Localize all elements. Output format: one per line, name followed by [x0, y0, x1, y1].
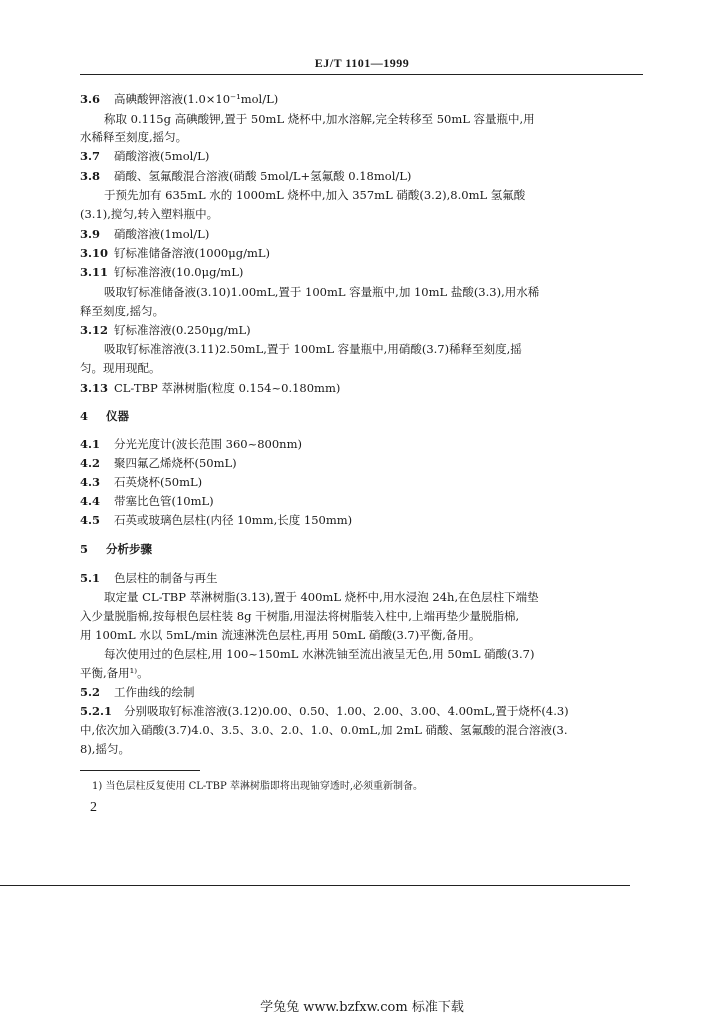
clause-4-4: 4.4 带塞比色管(10mL) [80, 494, 214, 508]
body-line: 用 100mL 水以 5mL/min 流速淋洗色层柱,再用 50mL 硝酸(3.7)平衡,备用。 [80, 628, 481, 642]
standard-code-header: EJ/T 1101—1999 [314, 56, 410, 70]
body-line: 平衡,备用¹⁾。 [80, 666, 149, 680]
footnote: 1) 当色层柱反复使用 CL-TBP 萃淋树脂即将出现铀穿透时,必须重新制备。 [92, 781, 424, 792]
page-number: 2 [90, 800, 97, 815]
body-line: 中,依次加入硝酸(3.7)4.0、3.5、3.0、2.0、1.0、0.0mL,加 2mL 硝酸、氢氟酸的混合溶液(3. [80, 723, 568, 737]
clause-3-11: 3.11 钌标准溶液(10.0μg/mL) [80, 265, 244, 279]
body-line: 吸取钌标准溶液(3.11)2.50mL,置于 100mL 容量瓶中,用硝酸(3.7)稀释至刻度,摇 [104, 342, 522, 356]
section-5-heading: 5 分析步骤 [80, 542, 152, 556]
body-line: (3.1),搅匀,转入塑料瓶中。 [80, 207, 219, 221]
clause-3-10: 3.10 钌标准储备溶液(1000μg/mL) [80, 246, 270, 260]
body-line: 于预先加有 635mL 水的 1000mL 烧杯中,加入 357mL 硝酸(3.2),8.0mL 氢氟酸 [104, 188, 526, 202]
clause-4-1: 4.1 分光光度计(波长范围 360~800nm) [80, 437, 302, 451]
clause-3-13: 3.13 CL-TBP 萃淋树脂(粒度 0.154~0.180mm) [80, 381, 341, 395]
site-footer-link[interactable]: 学兔兔 www.bzfxw.com 标准下载 [260, 1000, 464, 1015]
clause-3-7: 3.7 硝酸溶液(5mol/L) [80, 149, 210, 163]
body-line: 8),摇匀。 [80, 742, 130, 756]
clause-4-2: 4.2 聚四氟乙烯烧杯(50mL) [80, 456, 237, 470]
footnote-rule [80, 770, 200, 771]
body-line: 入少量脱脂棉,按每根色层柱装 8g 干树脂,用湿法将树脂装入柱中,上端再垫少量脱脂棉, [80, 609, 520, 623]
clause-5-2: 5.2 工作曲线的绘制 [80, 685, 195, 699]
page-bottom-rule [0, 885, 630, 886]
section-4-heading: 4 仪器 [80, 409, 129, 423]
body-line: 每次使用过的色层柱,用 100~150mL 水淋洗铀至流出液呈无色,用 50mL 硝酸(3.7) [104, 647, 535, 661]
clause-3-6: 3.6 高碘酸钾溶液(1.0×10⁻¹mol/L) [80, 92, 279, 106]
body-line: 水稀释至刻度,摇匀。 [80, 130, 188, 144]
body-line: 释至刻度,摇匀。 [80, 304, 165, 318]
body-line: 称取 0.115g 高碘酸钾,置于 50mL 烧杯中,加水溶解,完全转移至 50mL 容量瓶中,用 [104, 112, 535, 126]
clause-3-9: 3.9 硝酸溶液(1mol/L) [80, 227, 210, 241]
clause-5-1: 5.1 色层柱的制备与再生 [80, 571, 218, 585]
body-line: 吸取钌标准储备液(3.10)1.00mL,置于 100mL 容量瓶中,加 10mL 盐酸(3.3),用水稀 [104, 285, 540, 299]
clause-5-2-1: 5.2.1 分别吸取钌标准溶液(3.12)0.00、0.50、1.00、2.00、3.00、4.00mL,置于烧杯(4.3) [80, 704, 569, 718]
clause-3-12: 3.12 钌标准溶液(0.250μg/mL) [80, 323, 251, 337]
header-rule [80, 74, 643, 75]
body-line: 匀。现用现配。 [80, 361, 161, 375]
clause-4-5: 4.5 石英或玻璃色层柱(内径 10mm,长度 150mm) [80, 513, 353, 527]
clause-3-8: 3.8 硝酸、氢氟酸混合溶液(硝酸 5mol/L+氢氟酸 0.18mol/L) [80, 169, 412, 183]
clause-4-3: 4.3 石英烧杯(50mL) [80, 475, 203, 489]
body-line: 取定量 CL-TBP 萃淋树脂(3.13),置于 400mL 烧杯中,用水浸泡 24h,在色层柱下端垫 [104, 590, 539, 604]
